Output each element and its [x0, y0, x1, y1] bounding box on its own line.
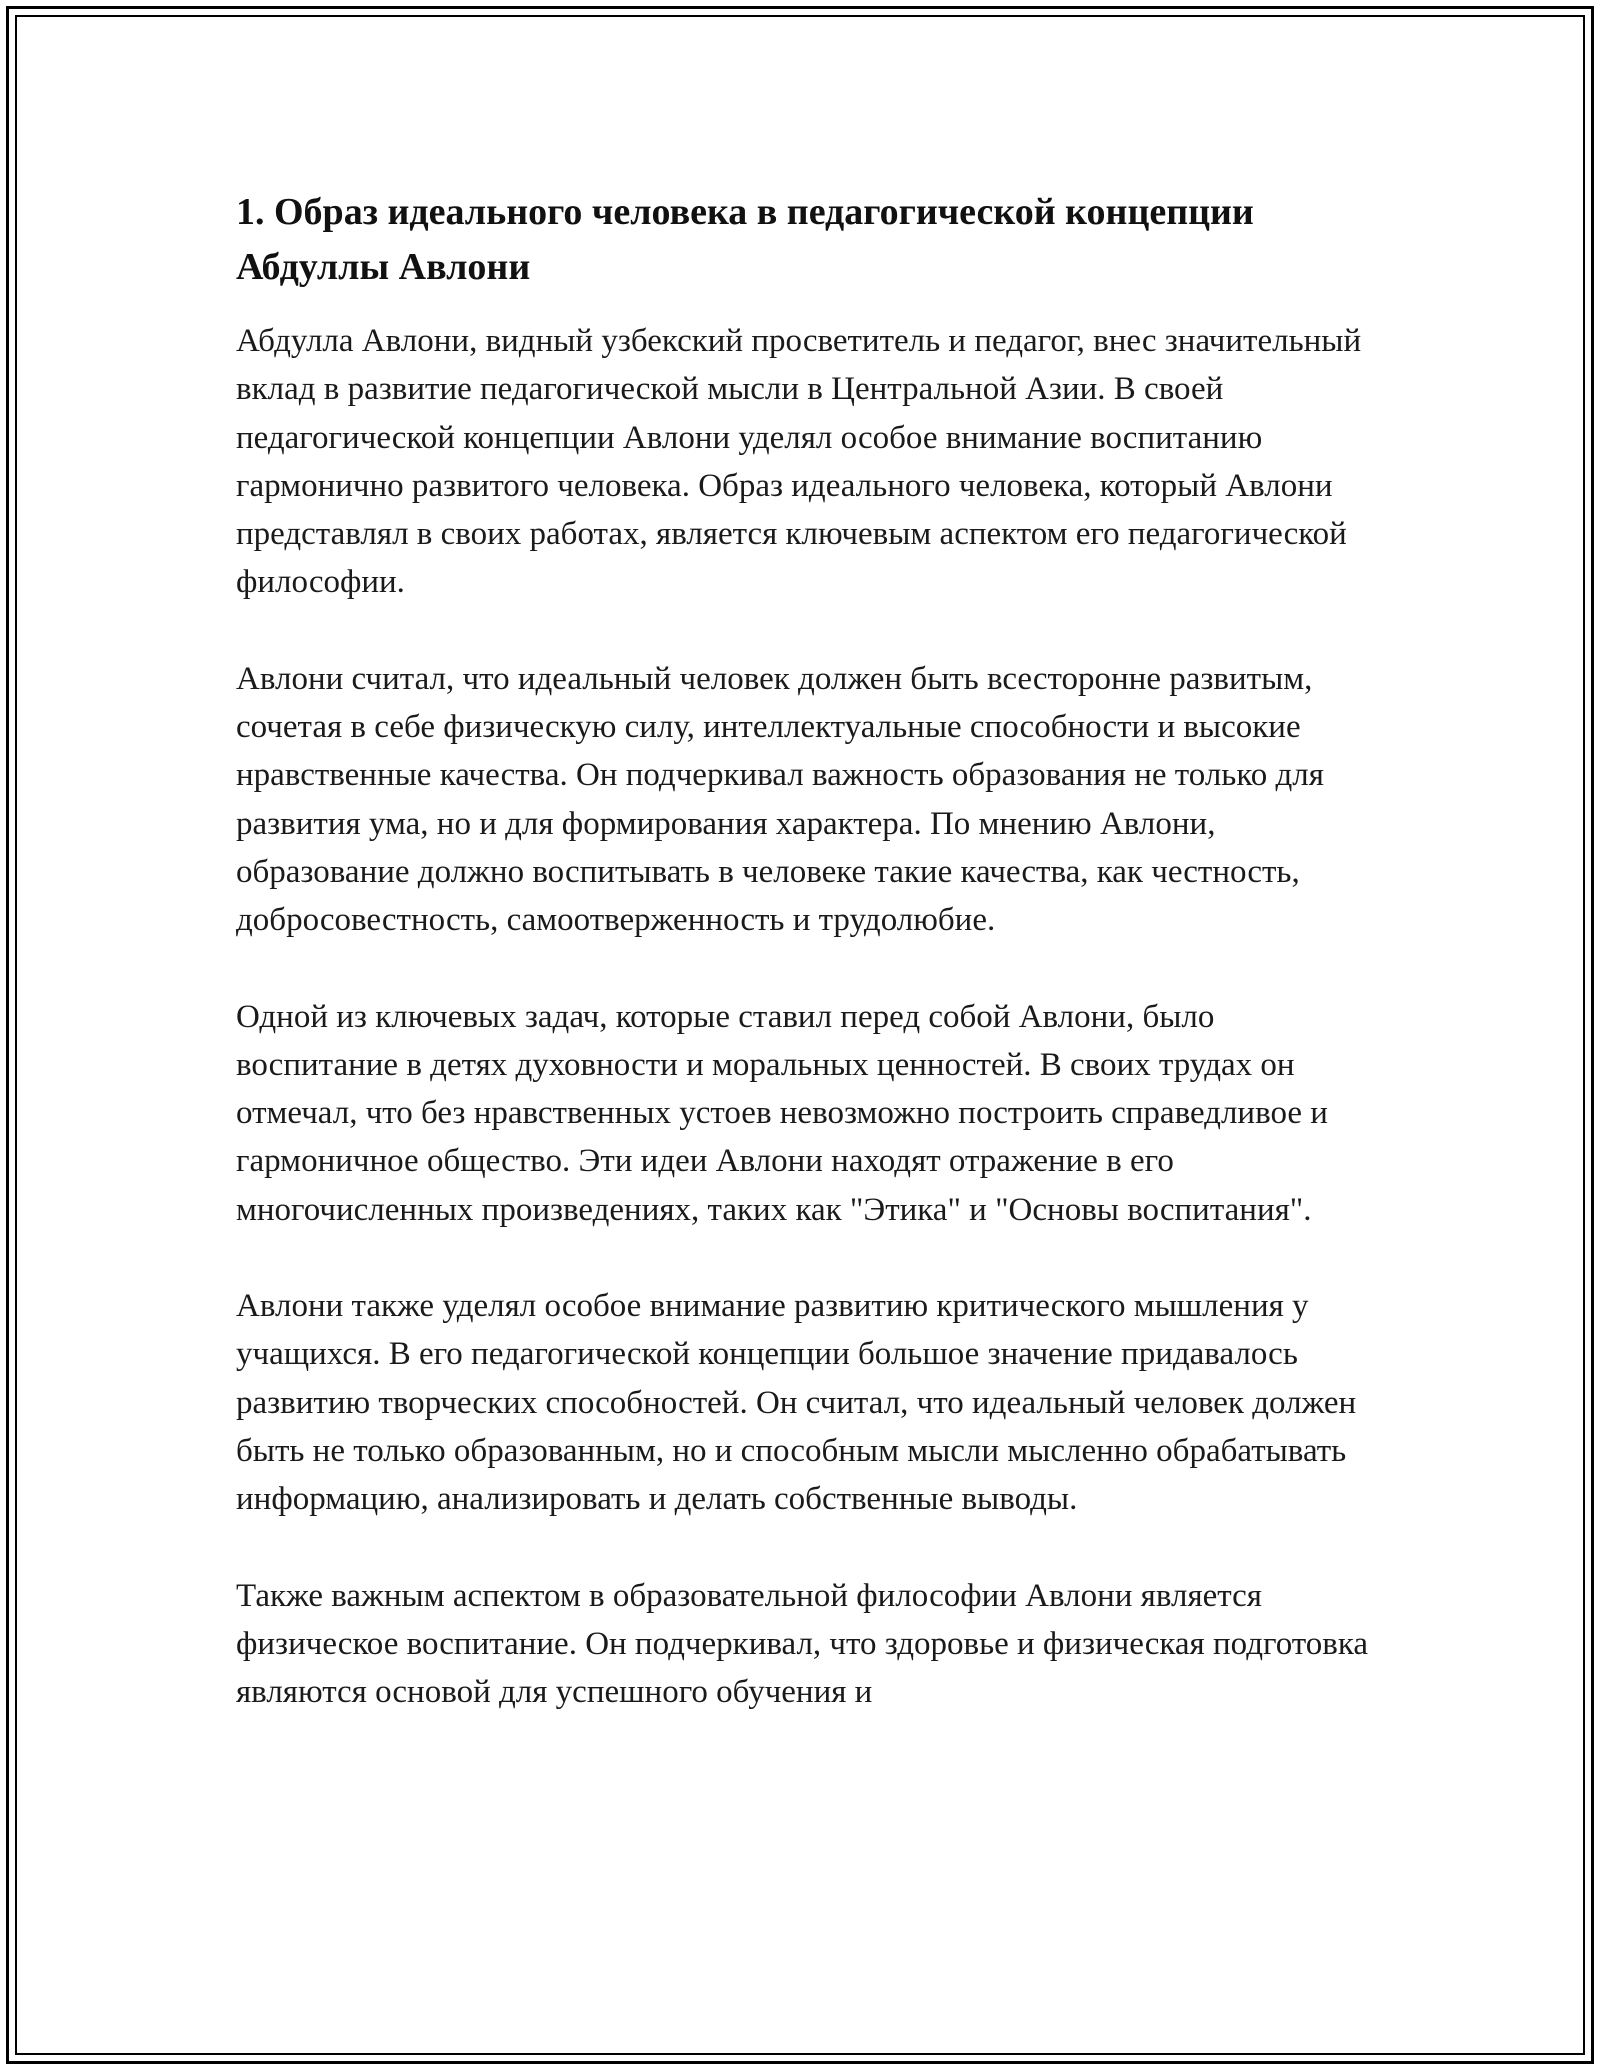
document-title: 1. Образ идеального человека в педагогической концепции Абдуллы Авлони [236, 191, 1254, 288]
paragraph-2: Авлони считал, что идеальный человек должен быть всесторонне развитым, сочетая в себе физическую силу, интеллектуальные способности и высокие нравственные качества. Он подчеркивал важность образования не только для развития ума, но и для формирования характера. По мнению Авлони, образование должно воспитывать в человеке такие качества, как честность, добросовестность, самоотверженность и трудолюбие. [236, 660, 1324, 939]
paragraph-1: Абдулла Авлони, видный узбекский просветитель и педагог, внес значительный вклад в развитие педагогической мысли в Центральной Азии. В своей педагогической концепции Авлони уделял особое внимание воспитанию гармонично развитого человека. Образ идеального человека, который Авлони представлял в своих работах, является ключевым аспектом его педагогической философии. [236, 323, 1362, 601]
paragraph-5: Также важным аспектом в образовательной философии Авлони является физическое воспитание. Он подчеркивал, что здоровье и физическая подготовка являются основой для успешного обучения и [236, 1577, 1369, 1711]
paragraph-3: Одной из ключевых задач, которые ставил перед собой Авлони, было воспитание в детях духовности и моральных ценностей. В своих трудах он отмечал, что без нравственных устоев невозможно построить справедливое и гармоничное общество. Эти идеи Авлони находят отражение в его многочисленных произведениях, таких как "Этика" и "Основы воспитания". [236, 998, 1328, 1228]
paragraph-4: Авлони также уделял особое внимание развитию критического мышления у учащихся. В его педагогической концепции большое значение придавалось развитию творческих способностей. Он считал, что идеальный человек должен быть не только образованным, но и способным мысли мысленно обрабатывать информацию, анализировать и делать собственные выводы. [236, 1288, 1357, 1518]
document-page [236, 185, 1376, 1764]
